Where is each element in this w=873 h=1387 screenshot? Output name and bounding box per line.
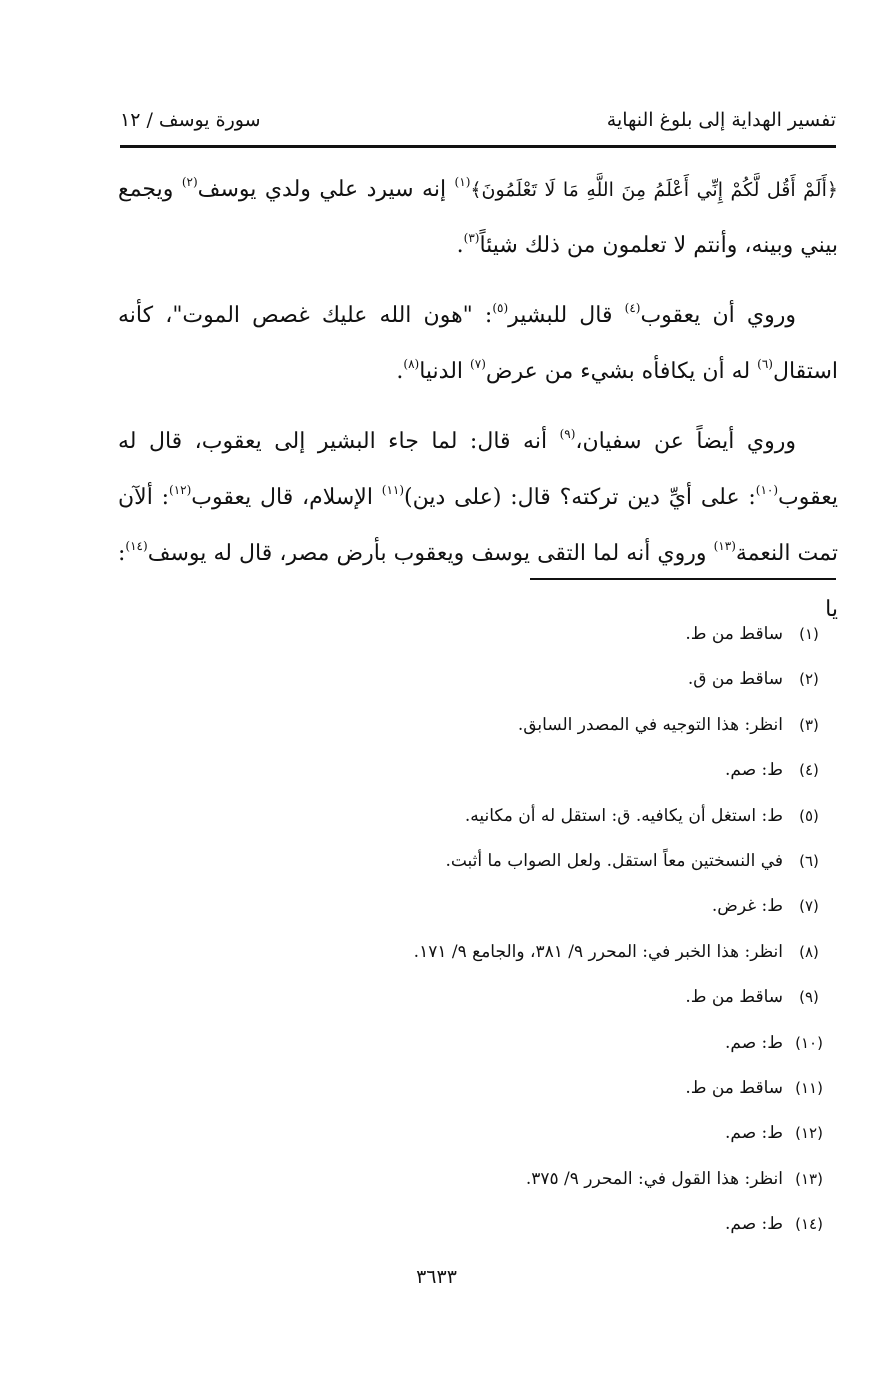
footnote-item [135, 798, 835, 843]
text-run: : على أيِّ دين تركته؟ قال: (على دين) [404, 485, 756, 510]
footnote-text: ساقط من ط. [685, 987, 783, 1008]
footnote-number: (٥) [799, 806, 819, 825]
footnote-number: (٤) [799, 761, 819, 780]
footnote-text: ط: صم. [724, 760, 783, 781]
footnote-number: (١٠) [795, 1033, 823, 1052]
footnote-text: ساقط من ط. [685, 1077, 783, 1098]
footnote-text: انظر: هذا التوجيه في المصدر السابق. [517, 714, 783, 735]
text-run: . [396, 359, 404, 384]
footnote-ref: (٧) [470, 357, 486, 371]
paragraph-2 [118, 288, 838, 400]
text-run: . [456, 233, 464, 258]
quran-verse: ﴿أَلَمْ أَقُل لَّكُمْ إِنِّي أَعْلَمُ مِنَ اللَّهِ مَا لَا تَعْلَمُونَ﴾ [470, 179, 839, 201]
text-run: أنه قال: لما جاء البشير إلى يعقوب، قال له يعقوب [118, 429, 838, 510]
footnote-ref: (١) [454, 175, 471, 189]
footnote-text: ط: صم. [724, 1032, 783, 1053]
paragraph-3 [118, 414, 838, 638]
footnotes-list [135, 616, 835, 1251]
footnote-ref: (٩) [559, 427, 576, 441]
footnote-text: ط: استغل أن يكافيه. ق: استقل له أن مكانيه. [464, 805, 783, 826]
footnote-text: ساقط من ق. [687, 669, 783, 690]
text-run: الإسلام، قال يعقوب [191, 485, 382, 510]
footnote-text: انظر: هذا الخبر في: المحرر ٩/ ٣٨١، والجامع ٩/ ١٧١. [413, 941, 783, 962]
footnote-number: (١٤) [795, 1215, 823, 1234]
text-run: : يا [118, 541, 838, 622]
text-run: : ألآن تمت النعمة [118, 485, 838, 566]
footnote-item [135, 1115, 835, 1160]
footnote-item [135, 616, 835, 661]
footnote-number: (١) [799, 625, 819, 643]
text-run: وروي أن يعقوب [640, 303, 797, 328]
footnote-item [135, 979, 835, 1024]
text-run: ويجمع بيني وبينه، وأنتم لا تعلمون من ذلك شيئاً [118, 177, 838, 258]
footnote-number: (٧) [799, 897, 819, 916]
footnote-item [135, 843, 835, 888]
footnote-ref: (٦) [757, 357, 773, 371]
footnote-number: (١٢) [795, 1124, 823, 1143]
footnote-divider [530, 578, 836, 580]
footnote-text: ط: صم. [724, 1123, 783, 1144]
footnote-number: (٨) [799, 942, 819, 961]
footnote-number: (١١) [795, 1078, 823, 1097]
footnote-text: انظر: هذا القول في: المحرر ٩/ ٣٧٥. [525, 1168, 783, 1189]
header-divider [120, 145, 836, 148]
book-title: تفسير الهداية إلى بلوغ النهاية [606, 109, 836, 131]
footnote-ref: (١١) [381, 483, 405, 497]
footnote-item [135, 934, 835, 979]
footnote-ref: (١٤) [125, 539, 148, 553]
footnote-text: ساقط من ط. [685, 624, 783, 644]
footnote-ref: (١٠) [755, 483, 779, 497]
footnote-item [135, 1070, 835, 1115]
footnote-item [135, 752, 835, 797]
running-header [120, 103, 836, 137]
footnote-ref: (١٣) [713, 539, 736, 553]
footnote-text: ط: صم. [724, 1214, 783, 1235]
footnote-ref: (٤) [624, 301, 641, 315]
page-number: ٣٦٣٣ [416, 1266, 457, 1288]
footnote-number: (١٣) [795, 1169, 823, 1188]
text-run: له أن يكافأه بشيء من عرض [485, 359, 758, 384]
text-run: إنه سيرد علي ولدي يوسف [197, 177, 455, 202]
footnote-ref: (١٢) [169, 483, 192, 497]
paragraph-1 [118, 162, 838, 274]
text-run: وروي أنه لما التقى يوسف ويعقوب بأرض مصر، قال له يوسف [147, 541, 714, 566]
text-run: : "هون الله عليك غصص الموت"، كأنه استقال [118, 303, 838, 384]
footnote-item [135, 1206, 835, 1251]
footnote-text: في النسختين معاً استقل. ولعل الصواب ما أثبت. [445, 850, 783, 871]
footnote-item [135, 1161, 835, 1206]
footnote-item [135, 888, 835, 933]
footnote-ref: (٨) [403, 357, 420, 371]
footnote-text: ط: غرض. [711, 896, 783, 917]
footnote-number: (٢) [799, 670, 819, 689]
text-run: قال للبشير [508, 303, 625, 328]
text-run: وروي أيضاً عن سفيان، [575, 429, 796, 454]
footnote-ref: (٢) [181, 175, 198, 189]
footnote-item [135, 1025, 835, 1070]
surah-reference: سورة يوسف / ١٢ [120, 109, 261, 131]
footnote-item [135, 707, 835, 752]
footnote-number: (٣) [799, 715, 819, 734]
text-run: الدنيا [419, 359, 471, 384]
footnote-number: (٦) [799, 851, 819, 870]
footnote-item [135, 661, 835, 706]
footnote-ref: (٥) [492, 301, 509, 315]
footnote-ref: (٣) [463, 231, 480, 245]
footnote-number: (٩) [799, 988, 819, 1007]
